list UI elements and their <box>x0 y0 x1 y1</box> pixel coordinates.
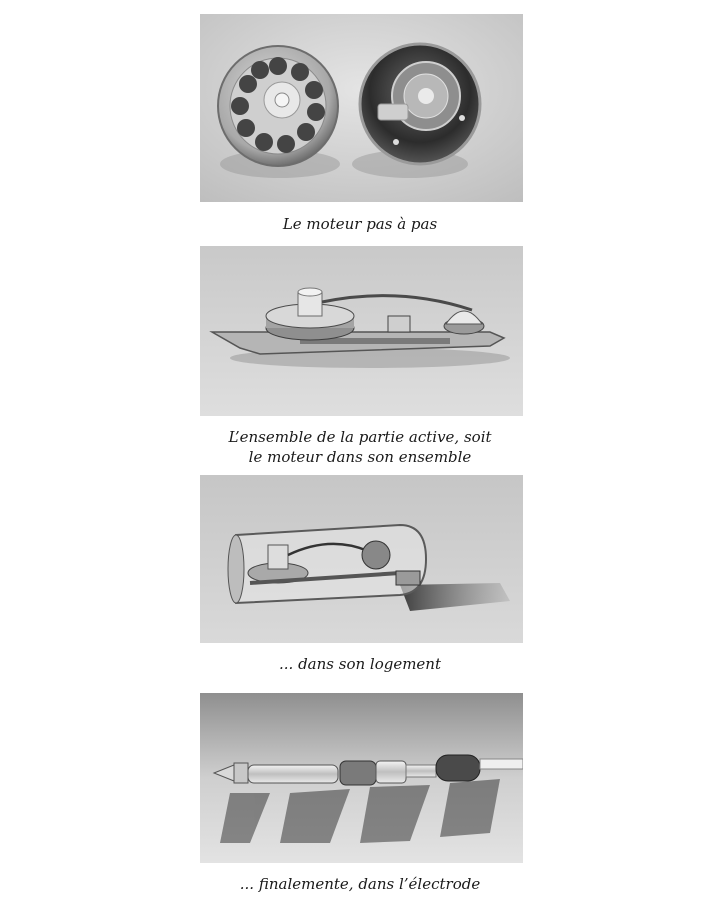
caption-in-housing <box>150 654 570 674</box>
photo-in-housing <box>200 475 523 643</box>
photo-active-assembly <box>200 246 523 416</box>
photo-in-electrode <box>200 693 523 863</box>
caption-active-assembly <box>150 427 570 467</box>
caption-line: Le moteur pas à pas <box>282 215 438 233</box>
caption-in-electrode <box>150 874 570 894</box>
photo-stepper-motor <box>200 14 523 202</box>
caption-line: le moteur dans son ensemble <box>248 448 472 466</box>
caption-line: ... finalemente, dans l’électrode <box>239 875 481 893</box>
caption-stepper-motor <box>150 214 570 234</box>
caption-line: ... dans son logement <box>279 655 441 673</box>
caption-line: L’ensemble de la partie active, soit <box>228 428 492 446</box>
